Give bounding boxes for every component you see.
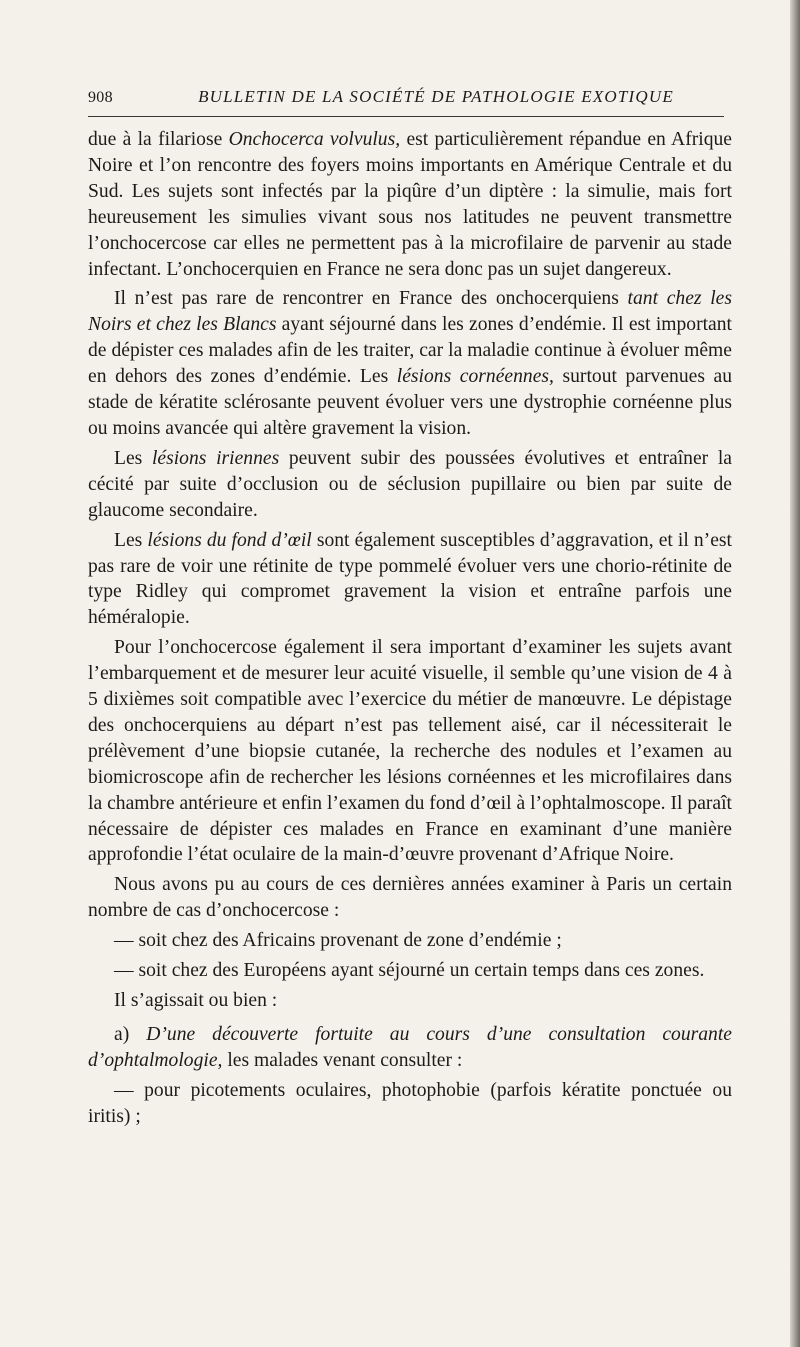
item-a-decouverte-fortuite: a) D’une découverte fortuite au cours d’une consultation courante d’ophtalmologie, les malades venant consulter : (88, 1023, 732, 1071)
page-number: 908 (88, 89, 113, 106)
paragraph-6: Nous avons pu au cours de ces dernières années examiner à Paris un certain nombre de cas d’onchocercose : (88, 874, 732, 922)
dash-item-europeens: — soit chez des Européens ayant séjourné un certain temps dans ces zones. (114, 960, 705, 982)
dash-item-africains: — soit chez des Africains provenant de zone d’endémie ; (114, 930, 562, 952)
running-title: BULLETIN DE LA SOCIÉTÉ DE PATHOLOGIE EXOTIQUE (198, 87, 674, 106)
article-body (88, 127, 732, 1130)
header-rule (88, 116, 724, 117)
dash-item-picotements: — pour picotements oculaires, photophobie (parfois kératite ponctuée ou iritis) ; (88, 1079, 732, 1127)
paragraph-1: due à la filariose Onchocerca volvulus, est particulièrement répandue en Afrique Noire et l’on rencontre des foyers moins importants en Amérique Centrale et du Sud. Les sujets sont infectés par la piqûre d’un diptère : la simulie, mais fort heureusement les simulies vivant sous nos latitudes ne peuvent transmettre l’onchocercose car elles ne permettent pas à la microfilaire de parvenir au stade infectant. L’onchocerquien en France ne sera donc pas un sujet dangereux. (88, 129, 732, 280)
paragraph-5: Pour l’onchocercose également il sera important d’examiner les sujets avant l’embarquement et de mesurer leur acuité visuelle, il semble qu’une vision de 4 à 5 dixièmes soit compatible avec l’exercice du métier de manœuvre. Le dépistage des onchocerquiens au départ n’est pas tellement aisé, car il nécessiterait le prélèvement d’une biopsie cutanée, la recherche des nodules et l’examen au biomicroscope afin de rechercher les lésions cornéennes et les microfilaires dans la chambre antérieure et enfin l’examen du fond d’œil à l’ophtalmoscope. Il paraît nécessaire de dépister ces malades en France en examinant d’une manière approfondie l’état oculaire de la main-d’œuvre provenant d’Afrique Noire. (88, 637, 732, 866)
page-edge-shadow (790, 0, 800, 1347)
paragraph-3: Les lésions iriennes peuvent subir des poussées évolutives et entraîner la cécité par suite d’occlusion ou de séclusion pupillaire ou bien par suite de glaucome secondaire. (88, 447, 732, 521)
running-header (88, 87, 724, 111)
paragraph-4: Les lésions du fond d’œil sont également susceptibles d’aggravation, et il n’est pas rare de voir une rétinite de type pommelé évoluer vers une chorio-rétinite de type Ridley qui compromet gravement la vision et entraîne parfois une héméralopie. (88, 529, 732, 629)
paragraph-2: Il n’est pas rare de rencontrer en France des onchocerquiens tant chez les Noirs et chez les Blancs ayant séjourné dans les zones d’endémie. Il est important de dépister ces malades afin de les traiter, car la maladie continue à évoluer même en dehors des zones d’endémie. Les lésions cornéennes, surtout parvenues au stade de kératite sclérosante peuvent évoluer vers une dystrophie cornéenne plus ou moins avancée qui altère gravement la vision. (88, 288, 733, 439)
paragraph-9: Il s’agissait ou bien : (114, 990, 278, 1011)
